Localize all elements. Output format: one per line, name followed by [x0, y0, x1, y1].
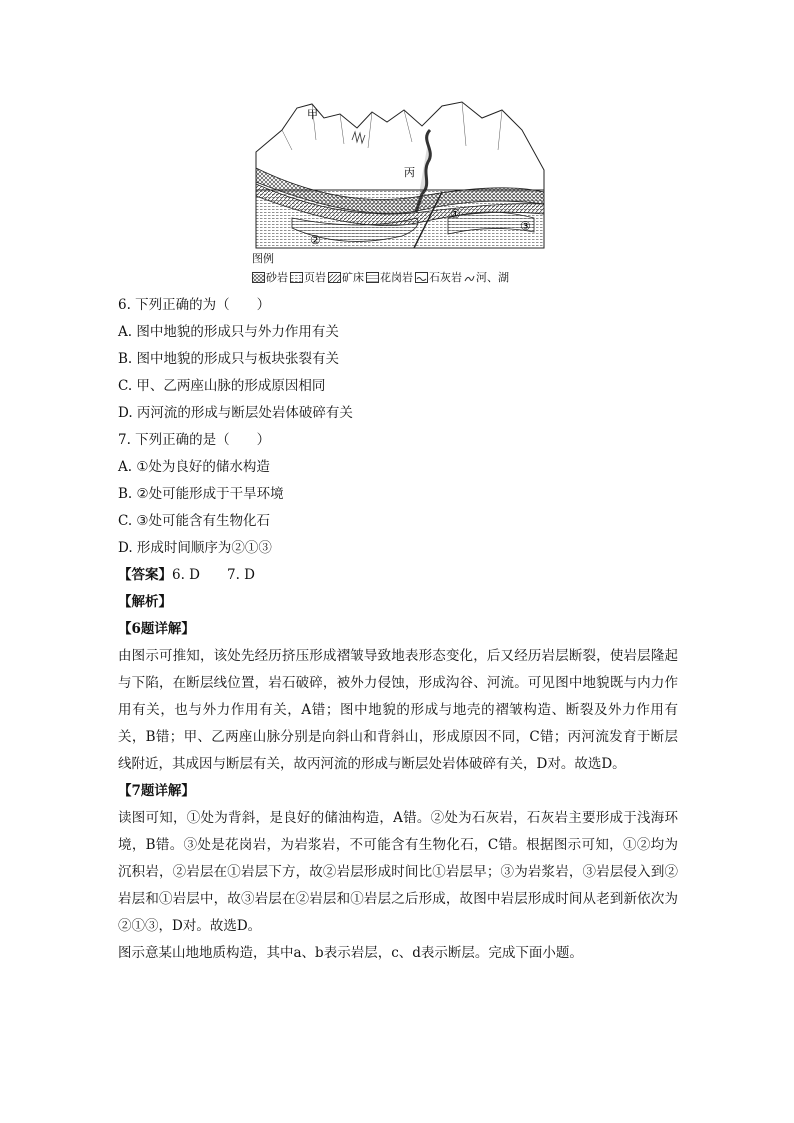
q7-stem: 7. 下列正确的是（ ）	[118, 432, 271, 448]
legend-limestone: 石灰岩	[429, 271, 462, 284]
legend-shale: 页岩	[304, 271, 326, 284]
answer-line	[118, 562, 678, 589]
question-content	[118, 292, 678, 967]
limestone-swatch-icon	[415, 272, 428, 283]
ore-swatch-icon	[328, 272, 341, 283]
detail6-text: 由图示可推知，该处先经历挤压形成褶皱导致地表形态变化，后又经历岩层断裂，使岩层隆起与下陷，在断层线位置，岩石破碎，被外力侵蚀，形成沟谷、河流。可见图中地貌既与内力作用有关，也与外力作用有关，A错；图中地貌的形成与地壳的褶皱构造、断裂及外力作用有关，B错；甲、乙两座山脉分别是向斜山和背斜山，形成原因不同，C错；丙河流发育于断层线附近，其成因与断层有关，故丙河流的形成与断层处岩体破碎有关，D对。故选D。	[118, 648, 678, 772]
detail7-text: 读图可知，①处为背斜，是良好的储油构造，A错。②处为石灰岩，石灰岩主要形成于浅海环境，B错。③处是花岗岩，为岩浆岩，不可能含有生物化石，C错。根据图示可知，①②均为沉积岩，②岩层在①岩层下方，故②岩层形成时间比①岩层早；③为岩浆岩，③岩层侵入到②岩层和①岩层中，故③岩层在②岩层和①岩层之后形成，故图中岩层形成时间从老到新依次为②①③，D对。故选D。	[118, 810, 678, 934]
geology-block-diagram	[252, 100, 548, 288]
q6-option-a: A. 图中地貌的形成只与外力作用有关	[118, 324, 339, 340]
label-bing: 丙	[404, 166, 415, 179]
granite-swatch-icon	[366, 272, 379, 283]
q6-option-c: C. 甲、乙两座山脉的形成原因相同	[118, 378, 326, 394]
label-1: ①	[450, 207, 461, 221]
next-question-intro: 图示意某山地地质构造，其中a、b表示岩层，c、d表示断层。完成下面小题。	[118, 945, 583, 961]
detail7-label: 【7题详解】	[118, 783, 195, 799]
legend-granite: 花岗岩	[380, 271, 413, 284]
q7-option-b: B. ②处可能形成于干旱环境	[118, 486, 284, 502]
q6-stem: 6. 下列正确的为（ ）	[118, 297, 271, 313]
label-2: ②	[310, 233, 321, 247]
legend-sandstone: 砂岩	[266, 271, 288, 284]
q7-option-d: D. 形成时间顺序为②①③	[118, 540, 272, 556]
label-jia: 甲	[307, 108, 318, 121]
q6-option-d: D. 丙河流的形成与断层处岩体破碎有关	[118, 405, 353, 421]
answer-label: 【答案】	[118, 567, 172, 583]
label-3: ③	[520, 219, 531, 233]
q7-option-a: A. ①处为良好的储水构造	[118, 459, 270, 475]
river-lake-swatch-icon	[464, 273, 475, 282]
q6-option-b: B. 图中地貌的形成只与板块张裂有关	[118, 351, 340, 367]
figure-legend	[252, 268, 552, 286]
sandstone-swatch-icon	[252, 272, 265, 283]
legend-title: 图例	[252, 252, 274, 265]
answer-text: 6. D 7. D	[172, 567, 255, 583]
detail6-label: 【6题详解】	[118, 621, 195, 637]
legend-river-lake: 河、湖	[476, 271, 509, 284]
shale-swatch-icon	[290, 272, 303, 283]
legend-ore: 矿床	[342, 271, 364, 284]
analysis-label: 【解析】	[118, 594, 172, 610]
q7-option-c: C. ③处可能含有生物化石	[118, 513, 271, 529]
